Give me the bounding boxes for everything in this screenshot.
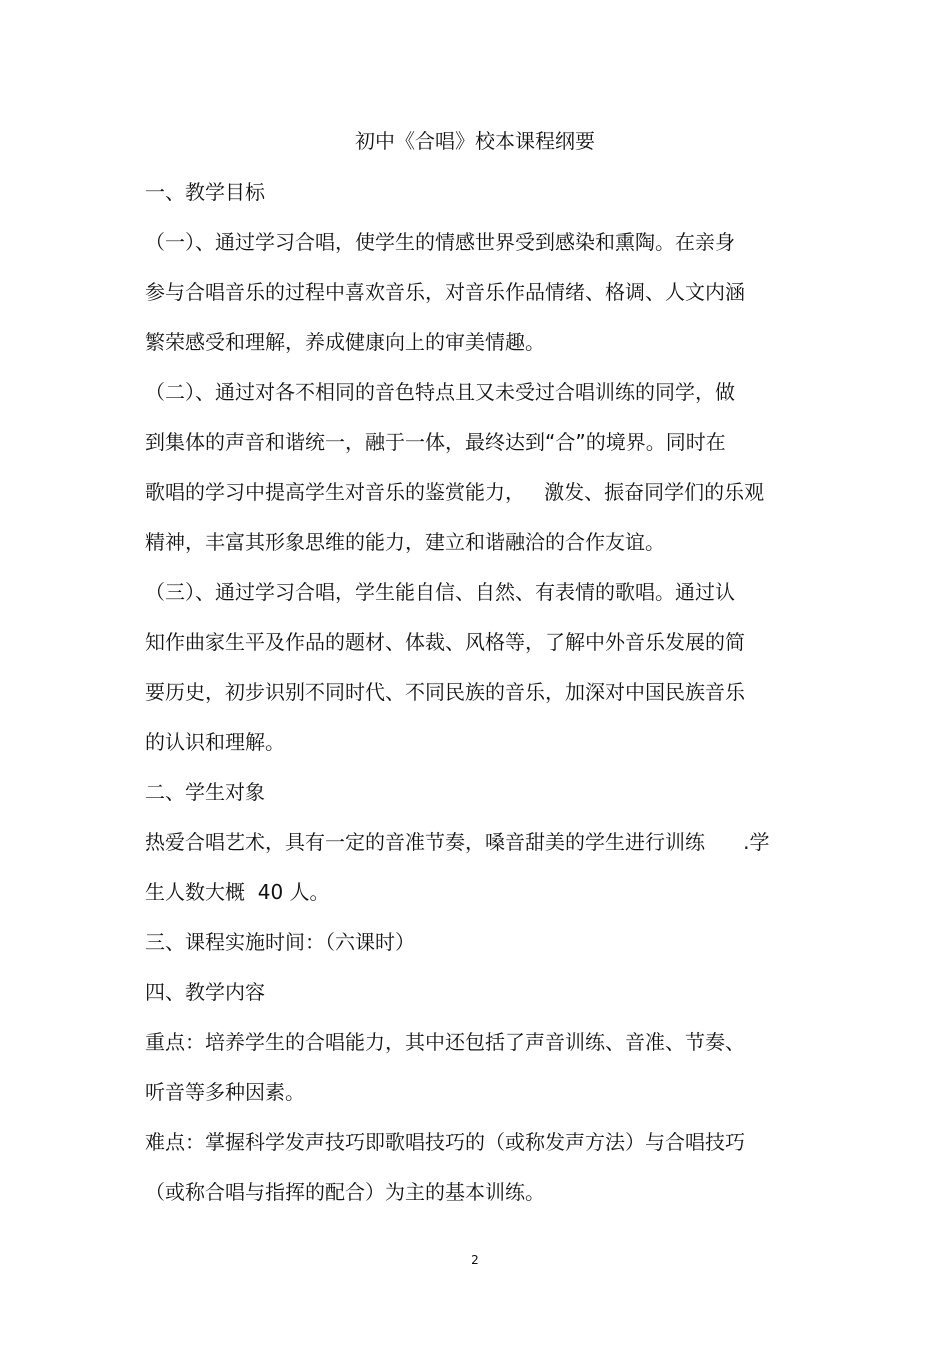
paragraph-line: 要历史，初步识别不同时代、不同民族的音乐，加深对中国民族音乐 bbox=[145, 680, 745, 704]
paragraph-line: 参与合唱音乐的过程中喜欢音乐，对音乐作品情绪、格调、人文内涵 bbox=[145, 280, 745, 304]
paragraph-line: （三）、通过学习合唱，学生能自信、自然、有表情的歌唱。通过认 bbox=[145, 580, 735, 604]
section-heading-schedule: 三、课程实施时间：（六课时） bbox=[145, 930, 415, 954]
paragraph-line: 热爱合唱艺术，具有一定的音准节奏，嗓音甜美的学生进行训练 .学 bbox=[145, 830, 770, 854]
paragraph-line: （一）、通过学习合唱，使学生的情感世界受到感染和熏陶。在亲身 bbox=[145, 230, 735, 254]
paragraph-line: 繁荣感受和理解，养成健康向上的审美情趣。 bbox=[145, 330, 545, 354]
section-heading-content: 四、教学内容 bbox=[145, 980, 265, 1004]
section-heading-students: 二、学生对象 bbox=[145, 780, 265, 804]
paragraph-line: 的认识和理解。 bbox=[145, 730, 285, 754]
section-heading-teaching-goals: 一、教学目标 bbox=[145, 180, 265, 204]
paragraph-line: 生人数大概 40 人。 bbox=[145, 880, 330, 904]
paragraph-line: 到集体的声音和谐统一，融于一体，最终达到“合”的境界。同时在 bbox=[145, 430, 726, 454]
paragraph-line: 听音等多种因素。 bbox=[145, 1080, 305, 1104]
paragraph-line: （二）、通过对各不相同的音色特点且又未受过合唱训练的同学，做 bbox=[145, 380, 735, 404]
paragraph-line: 重点：培养学生的合唱能力，其中还包括了声音训练、音准、节奏、 bbox=[145, 1030, 745, 1054]
paragraph-line: 难点：掌握科学发声技巧即歌唱技巧的（或称发声方法）与合唱技巧 bbox=[145, 1130, 745, 1154]
paragraph-line: 歌唱的学习中提高学生对音乐的鉴赏能力， 激发、振奋同学们的乐观 bbox=[145, 480, 765, 504]
paragraph-line: 知作曲家生平及作品的题材、体裁、风格等，了解中外音乐发展的简 bbox=[145, 630, 745, 654]
page-number: 2 bbox=[471, 1253, 479, 1267]
paragraph-line: 精神，丰富其形象思维的能力，建立和谐融洽的合作友谊。 bbox=[145, 530, 665, 554]
document-title: 初中《合唱》校本课程纲要 bbox=[355, 129, 595, 153]
paragraph-line: （或称合唱与指挥的配合）为主的基本训练。 bbox=[145, 1180, 545, 1204]
